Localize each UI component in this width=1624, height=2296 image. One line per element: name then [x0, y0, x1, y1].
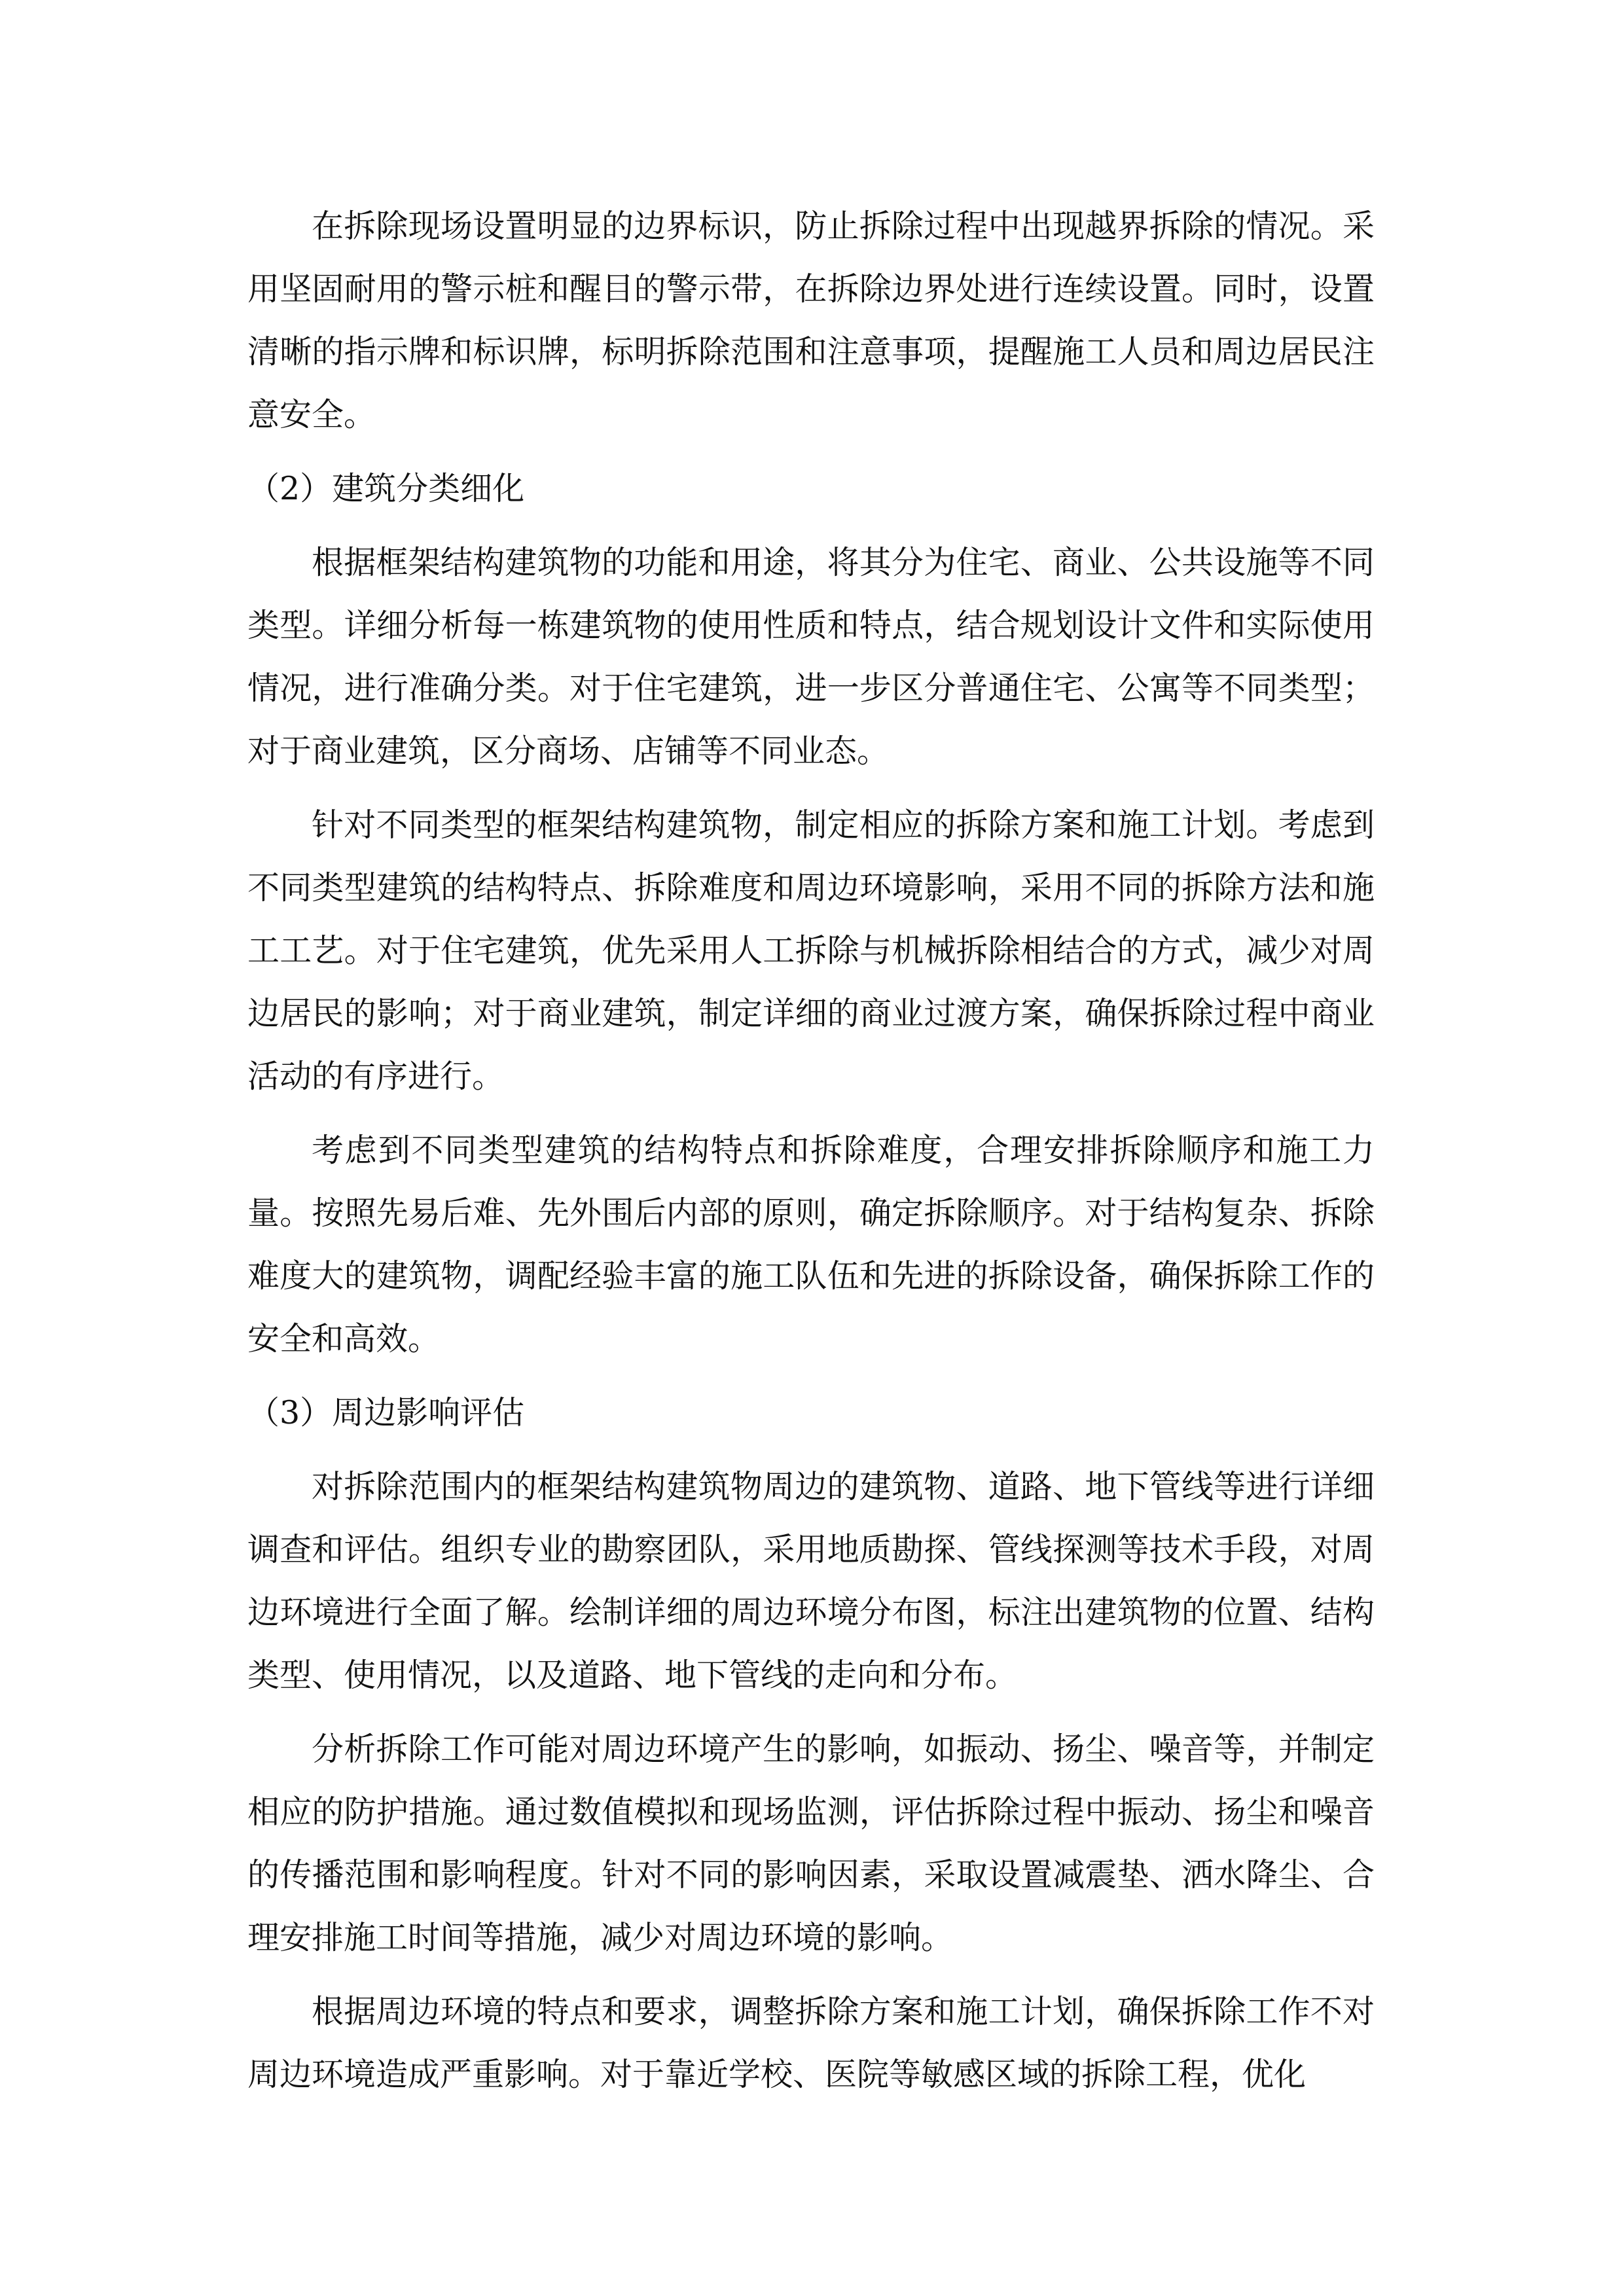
paragraph-plan-adjustment: 根据周边环境的特点和要求，调整拆除方案和施工计划，确保拆除工作不对周边环境造成严重影响。对于靠近学校、医院等敏感区域的拆除工程，优化 — [247, 1993, 1375, 2093]
paragraph-boundary-marking: 在拆除现场设置明显的边界标识，防止拆除过程中出现越界拆除的情况。采用坚固耐用的警示桩和醒目的警示带，在拆除边界处进行连续设置。同时，设置清晰的指示牌和标识牌，标明拆除范围和注意事项，提醒施工人员和周边居民注意安全。 — [247, 207, 1375, 433]
document-page — [247, 195, 1375, 2117]
section-heading-surrounding-impact: （3）周边影响评估 — [247, 1394, 525, 1431]
paragraph-surrounding-survey: 对拆除范围内的框架结构建筑物周边的建筑物、道路、地下管线等进行详细调查和评估。组织专业的勘察团队，采用地质勘探、管线探测等技术手段，对周边环境进行全面了解。绘制详细的周边环境分布图，标注出建筑物的位置、结构类型、使用情况，以及道路、地下管线的走向和分布。 — [247, 1468, 1375, 1694]
paragraph-demolition-plans-by-type: 针对不同类型的框架结构建筑物，制定相应的拆除方案和施工计划。考虑到不同类型建筑的结构特点、拆除难度和周边环境影响，采用不同的拆除方法和施工工艺。对于住宅建筑，优先采用人工拆除与机械拆除相结合的方式，减少对周边居民的影响；对于商业建筑，制定详细的商业过渡方案，确保拆除过程中商业活动的有序进行。 — [247, 806, 1375, 1095]
paragraph-demolition-sequence: 考虑到不同类型建筑的结构特点和拆除难度，合理安排拆除顺序和施工力量。按照先易后难、先外围后内部的原则，确定拆除顺序。对于结构复杂、拆除难度大的建筑物，调配经验丰富的施工队伍和先进的拆除设备，确保拆除工作的安全和高效。 — [247, 1132, 1375, 1357]
paragraph-classification-by-function: 根据框架结构建筑物的功能和用途，将其分为住宅、商业、公共设施等不同类型。详细分析每一栋建筑物的使用性质和特点，结合规划设计文件和实际使用情况，进行准确分类。对于住宅建筑，进一步区分普通住宅、公寓等不同类型；对于商业建筑，区分商场、店铺等不同业态。 — [247, 544, 1375, 770]
paragraph-impact-analysis: 分析拆除工作可能对周边环境产生的影响，如振动、扬尘、噪音等，并制定相应的防护措施。通过数值模拟和现场监测，评估拆除过程中振动、扬尘和噪音的传播范围和影响程度。针对不同的影响因素，采取设置减震垫、洒水降尘、合理安排施工时间等措施，减少对周边环境的影响。 — [247, 1731, 1375, 1956]
section-heading-building-classification: （2）建筑分类细化 — [247, 470, 525, 507]
